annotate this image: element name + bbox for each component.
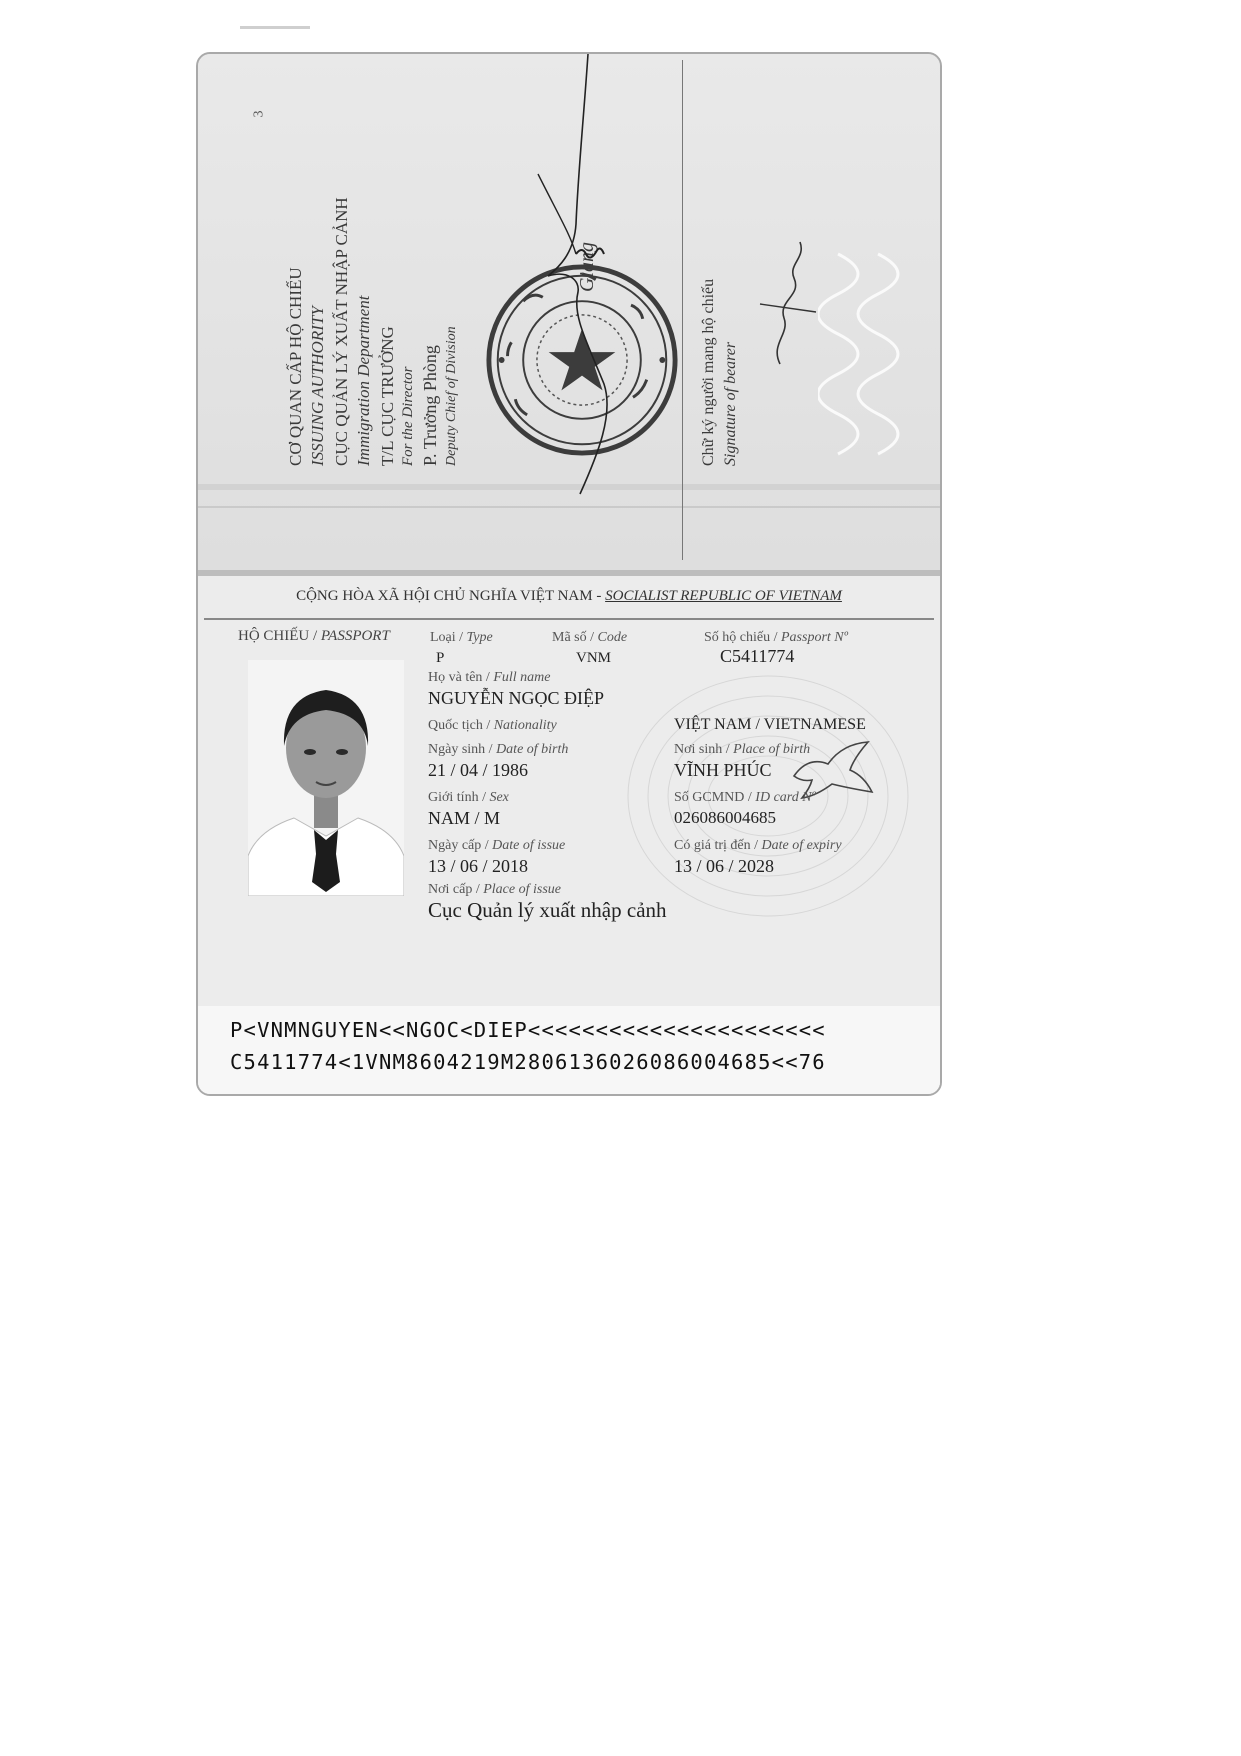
nationality-label-vn: Quốc tịch / xyxy=(428,718,494,733)
place-of-issue-label-en: Place of issue xyxy=(483,882,561,897)
official-signature-icon xyxy=(518,54,658,504)
place-of-birth-value: VĨNH PHÚC xyxy=(674,760,772,780)
date-of-expiry-label-vn: Có giá trị đến / xyxy=(674,838,762,853)
mrz-line-1: P<VNMNGUYEN<<NGOC<DIEP<<<<<<<<<<<<<<<<<<<<<< xyxy=(230,1018,826,1042)
bearer-signature-vn: Chữ ký người mang hộ chiếu xyxy=(700,278,717,466)
code-value: VNM xyxy=(576,650,612,666)
passport-number-label-vn: Số hộ chiếu / xyxy=(704,630,781,645)
department-en: Immigration Department xyxy=(354,295,373,466)
scan-artifact xyxy=(240,26,310,29)
authority-en: ISSUING AUTHORITY xyxy=(308,306,327,466)
page-stripe xyxy=(198,506,940,508)
nationality-label-en: Nationality xyxy=(493,718,557,733)
machine-readable-zone xyxy=(198,1006,940,1094)
full-name-value: NGUYỄN NGỌC ĐIỆP xyxy=(428,688,604,708)
code-label xyxy=(552,630,627,646)
date-of-birth-label-en: Date of birth xyxy=(496,742,569,757)
type-label-vn: Loại / xyxy=(430,630,467,645)
document-title-vn: HỘ CHIẾU / xyxy=(238,628,321,644)
code-label-vn: Mã số / xyxy=(552,630,598,645)
deputy-en: Deputy Chief of Division xyxy=(444,326,459,466)
sex-label xyxy=(428,790,509,806)
bearer-signature-en: Signature of bearer xyxy=(722,341,739,466)
sex-label-vn: Giới tính / xyxy=(428,790,490,805)
date-of-expiry-value: 13 / 06 / 2028 xyxy=(674,856,775,876)
date-of-expiry-label xyxy=(674,838,842,854)
id-card-value: 026086004685 xyxy=(674,808,776,827)
page-divider xyxy=(682,60,683,560)
full-name-label-vn: Họ và tên / xyxy=(428,670,494,685)
place-of-issue-label xyxy=(428,882,561,898)
director-en: For the Director xyxy=(400,366,416,466)
passport-number-value: C5411774 xyxy=(720,646,795,666)
sex-label-en: Sex xyxy=(489,790,509,805)
mrz-line-2: C5411774<1VNM8604219M2806136026086004685<<76 xyxy=(230,1050,826,1074)
director-vn: T/L CỤC TRƯỞNG xyxy=(378,326,397,466)
date-of-expiry-label-en: Date of expiry xyxy=(761,838,842,853)
country-name-vn: CỘNG HÒA XÃ HỘI CHỦ NGHĨA VIỆT NAM - xyxy=(296,588,606,604)
date-of-issue-label-en: Date of issue xyxy=(492,838,566,853)
sex-value: NAM / M xyxy=(428,808,501,828)
id-card-label-en: ID card Nº xyxy=(755,790,816,805)
country-header xyxy=(198,588,940,605)
type-label xyxy=(430,630,493,646)
date-of-birth-label xyxy=(428,742,568,758)
nationality-value: VIỆT NAM / VIETNAMESE xyxy=(674,716,866,733)
id-card-label xyxy=(674,790,816,806)
signer-name: Giang xyxy=(576,242,598,292)
passport-scan xyxy=(196,52,942,1096)
place-of-birth-label-en: Place of birth xyxy=(733,742,811,757)
department-vn: CỤC QUẢN LÝ XUẤT NHẬP CẢNH xyxy=(332,197,351,466)
place-of-issue-label-vn: Nơi cấp / xyxy=(428,882,484,897)
date-of-birth-label-vn: Ngày sinh / xyxy=(428,742,497,757)
code-label-en: Code xyxy=(597,630,628,645)
date-of-birth-value: 21 / 04 / 1986 xyxy=(428,760,529,780)
type-label-en: Type xyxy=(466,630,493,645)
passport-number-label xyxy=(704,630,848,646)
full-name-label xyxy=(428,670,550,686)
full-name-label-en: Full name xyxy=(493,670,551,685)
place-of-issue-value: Cục Quản lý xuất nhập cảnh xyxy=(428,898,667,922)
deputy-vn: P. Trưởng Phòng xyxy=(420,345,440,466)
document-title-en: PASSPORT xyxy=(320,628,390,644)
portrait-icon xyxy=(248,660,404,896)
header-divider xyxy=(204,618,934,620)
id-card-label-vn: Số GCMND / xyxy=(674,790,756,805)
country-name-en: SOCIALIST REPUBLIC OF VIETNAM xyxy=(605,588,842,604)
authority-vn: CƠ QUAN CẤP HỘ CHIẾU xyxy=(286,267,305,466)
place-of-birth-label-vn: Nơi sinh / xyxy=(674,742,734,757)
bearer-photo xyxy=(248,660,404,896)
guilloche-pattern xyxy=(818,244,928,464)
nationality-label xyxy=(428,718,557,734)
date-of-issue-label xyxy=(428,838,565,854)
date-of-issue-value: 13 / 06 / 2018 xyxy=(428,856,529,876)
bio-data-page xyxy=(198,576,940,1094)
page-number: 3 xyxy=(251,110,267,118)
passport-number-label-en: Passport Nº xyxy=(781,630,848,645)
document-title xyxy=(238,628,390,645)
authority-page xyxy=(198,54,940,570)
type-value: P xyxy=(436,650,445,666)
date-of-issue-label-vn: Ngày cấp / xyxy=(428,838,493,853)
